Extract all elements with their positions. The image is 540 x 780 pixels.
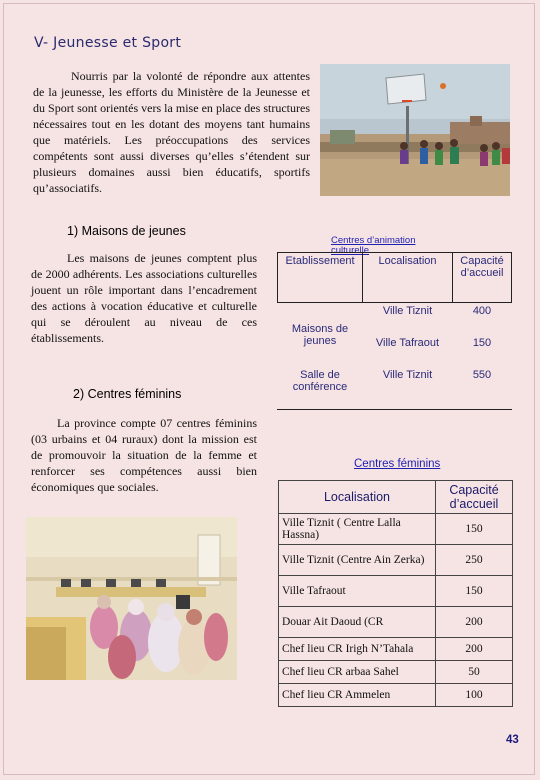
table-cell: Ville Tafraout [279,576,436,607]
table-row [279,607,513,638]
table-row [279,514,513,545]
table-header-cell: Localisation [363,253,453,303]
table-cell: Ville Tiznit ( Centre Lalla Hassna) [279,514,436,545]
animation-table [277,252,512,410]
table-header-cell: Capacité d’accueil [453,253,512,303]
table-row [279,684,513,707]
feminins-table-caption: Centres féminins [354,458,441,470]
table-row [279,576,513,607]
table-cell: Chef lieu CR arbaa Sahel [279,661,436,684]
table-cell: 400 [472,305,492,317]
table-cell: 150 [436,514,513,545]
table-cell: 100 [436,684,513,707]
page-number: 43 [506,734,519,746]
table-bottom-rule [278,409,512,410]
animation-table-caption: Centres d’animation culturelle [331,235,416,256]
classroom-photo [26,517,237,680]
section-title: V- Jeunesse et Sport [34,35,182,51]
table-row [278,367,512,409]
table-cell: 200 [436,638,513,661]
table-cell: 250 [436,545,513,576]
table-row [279,545,513,576]
table-cell: Ville Tafraout [375,336,440,349]
basketball-court-photo [320,64,510,196]
table-header-cell: Localisation [279,481,436,514]
table-cell: 50 [436,661,513,684]
maisons-paragraph: Les maisons de jeunes comptent plus de 2000 adhérents. Les associations culturelles jouent un rôle important dans l’encadrement des actions à vocation éducative et culturelle qui se déroulent au niveau de ces établissements. [31,251,257,345]
table-header-cell: Etablissement [278,253,363,303]
table-cell: Salle de conférence [292,368,348,393]
table-row [279,661,513,684]
feminins-paragraph: La province compte 07 centres féminins (03 urbains et 04 ruraux) dont la mission est de promouvoir la situation de la femme et renforcer ses compétences aussi bien économiques que sociales. [31,416,257,494]
table-header-row [278,253,512,303]
table-cell: Ville Tiznit [382,368,433,381]
table-cell: 200 [436,607,513,638]
table-cell: Maisons de jeunes [291,322,349,347]
intro-paragraph: Nourris par la volonté de répondre aux attentes de la jeunesse, les efforts du Ministère de la Jeunesse et du Sport sont orientés vers la mise en place des structures nécessaires tout en les dotant des moyens tant humains que matériels. Les préoccupations des services compétents sont aussi diverses qu’elles s’étendent sur plusieurs domaines aussi bien éducatifs, sportifs qu’associatifs. [33,69,310,195]
table-cell: 150 [436,576,513,607]
table-row [278,303,512,335]
table-cell: Douar Ait Daoud (CR [279,607,436,638]
table-cell: 550 [472,368,492,381]
maisons-heading: 1) Maisons de jeunes [67,224,186,238]
feminins-table [278,480,513,707]
feminins-heading: 2) Centres féminins [73,387,182,401]
table-cell: Chef lieu CR Ammelen [279,684,436,707]
table-header-row [279,481,513,514]
table-header-cell: Capacité d’accueil [436,481,513,514]
table-cell: 150 [472,336,492,349]
table-cell: Ville Tiznit [382,305,433,317]
table-cell: Ville Tiznit (Centre Ain Zerka) [279,545,436,576]
table-cell: Chef lieu CR Irigh N’Tahala [279,638,436,661]
table-row [279,638,513,661]
